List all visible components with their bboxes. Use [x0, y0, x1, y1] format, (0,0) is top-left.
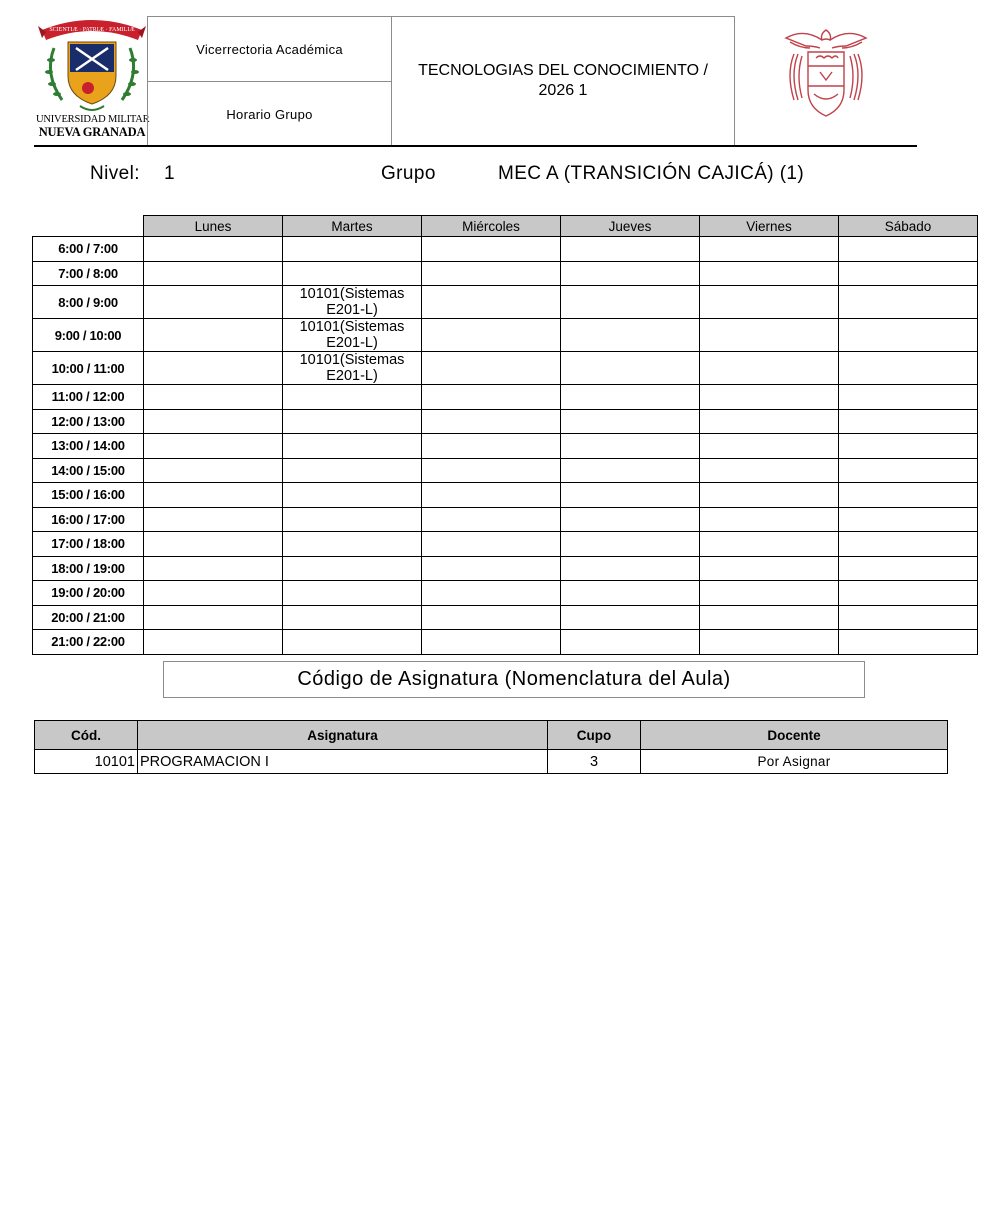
schedule-cell-thursday	[561, 507, 700, 532]
logo-name-line1: UNIVERSIDAD MILITAR	[36, 114, 150, 125]
schedule-cell-wednesday	[422, 261, 561, 286]
subjects-header-teacher: Docente	[641, 721, 948, 750]
day-header-monday: Lunes	[144, 216, 283, 237]
logo-motto: SCIENTIÆ · PATRIÆ · FAMILIÆ	[49, 27, 135, 33]
schedule-cell-thursday	[561, 434, 700, 459]
day-header-tuesday: Martes	[283, 216, 422, 237]
schedule-cell-tuesday	[283, 352, 422, 385]
schedule-cell-friday	[700, 458, 839, 483]
schedule-cell-tuesday	[283, 319, 422, 352]
schedule-cell-friday	[700, 434, 839, 459]
schedule-cell-saturday	[839, 352, 978, 385]
schedule-cell-monday	[144, 532, 283, 557]
schedule-cell-saturday	[839, 483, 978, 508]
schedule-cell-tuesday	[283, 532, 422, 557]
schedule-cell-thursday	[561, 581, 700, 606]
time-slot-label: 11:00 / 12:00	[33, 385, 144, 410]
schedule-cell-saturday	[839, 286, 978, 319]
schedule-cell-wednesday	[422, 483, 561, 508]
class-entry-text: 10101(Sistemas	[299, 319, 405, 335]
schedule-cell-thursday	[561, 483, 700, 508]
schedule-cell-thursday	[561, 261, 700, 286]
schedule-cell-monday	[144, 605, 283, 630]
schedule-cell-thursday	[561, 319, 700, 352]
schedule-cell-tuesday	[283, 556, 422, 581]
document-type: Horario Grupo	[226, 106, 313, 122]
schedule-cell-tuesday	[283, 581, 422, 606]
schedule-cell-friday	[700, 237, 839, 262]
schedule-cell-tuesday	[283, 483, 422, 508]
university-shield-icon	[36, 14, 148, 114]
time-slot-label: 6:00 / 7:00	[33, 237, 144, 262]
schedule-cell-wednesday	[422, 556, 561, 581]
schedule-cell-thursday	[561, 237, 700, 262]
header-left-column	[148, 17, 392, 145]
class-entry-text: E201-L)	[326, 335, 378, 351]
schedule-cell-saturday	[839, 319, 978, 352]
schedule-cell-tuesday	[283, 605, 422, 630]
level-value: 1	[164, 163, 175, 184]
schedule-table	[32, 215, 978, 655]
schedule-cell-saturday	[839, 556, 978, 581]
schedule-row	[33, 434, 978, 459]
schedule-cell-wednesday	[422, 409, 561, 434]
schedule-cell-monday	[144, 409, 283, 434]
schedule-row	[33, 352, 978, 385]
class-entry-text: 10101(Sistemas	[299, 352, 405, 368]
schedule-cell-monday	[144, 319, 283, 352]
class-entry-text: E201-L)	[326, 368, 378, 384]
subject-name: PROGRAMACION I	[138, 750, 548, 774]
day-header-saturday: Sábado	[839, 216, 978, 237]
schedule-cell-thursday	[561, 286, 700, 319]
schedule-corner-cell	[33, 216, 144, 237]
day-header-thursday: Jueves	[561, 216, 700, 237]
schedule-cell-saturday	[839, 458, 978, 483]
schedule-row	[33, 581, 978, 606]
schedule-cell-monday	[144, 286, 283, 319]
schedule-cell-friday	[700, 581, 839, 606]
schedule-cell-friday	[700, 507, 839, 532]
time-slot-label: 15:00 / 16:00	[33, 483, 144, 508]
program-title-line2: 2026 1	[538, 82, 588, 99]
schedule-cell-monday	[144, 434, 283, 459]
schedule-cell-tuesday	[283, 507, 422, 532]
program-title	[392, 17, 734, 145]
subjects-header-row	[35, 721, 948, 750]
schedule-cell-monday	[144, 507, 283, 532]
header-box	[147, 16, 735, 146]
schedule-row	[33, 409, 978, 434]
time-slot-label: 18:00 / 19:00	[33, 556, 144, 581]
schedule-cell-tuesday	[283, 286, 422, 319]
schedule-cell-wednesday	[422, 507, 561, 532]
logo-name-line2: NUEVA GRANADA	[38, 125, 146, 139]
schedule-cell-saturday	[839, 507, 978, 532]
schedule-cell-friday	[700, 385, 839, 410]
time-slot-label: 10:00 / 11:00	[33, 352, 144, 385]
subjects-header-quota: Cupo	[548, 721, 641, 750]
schedule-cell-saturday	[839, 605, 978, 630]
schedule-cell-saturday	[839, 630, 978, 655]
time-slot-label: 7:00 / 8:00	[33, 261, 144, 286]
subject-teacher: Por Asignar	[641, 750, 948, 774]
schedule-row	[33, 483, 978, 508]
schedule-body	[33, 237, 978, 655]
legend-caption: Código de Asignatura (Nomenclatura del Aula)	[163, 661, 865, 698]
time-slot-label: 14:00 / 15:00	[33, 458, 144, 483]
program-title-line1: TECNOLOGIAS DEL CONOCIMIENTO /	[418, 62, 708, 79]
schedule-cell-tuesday	[283, 409, 422, 434]
schedule-row	[33, 385, 978, 410]
schedule-row	[33, 556, 978, 581]
schedule-cell-monday	[144, 483, 283, 508]
schedule-cell-friday	[700, 319, 839, 352]
schedule-cell-wednesday	[422, 434, 561, 459]
schedule-cell-friday	[700, 483, 839, 508]
subjects-table	[34, 720, 948, 774]
schedule-cell-wednesday	[422, 237, 561, 262]
schedule-cell-friday	[700, 556, 839, 581]
schedule-row	[33, 630, 978, 655]
schedule-cell-friday	[700, 532, 839, 557]
schedule-cell-thursday	[561, 409, 700, 434]
schedule-row	[33, 261, 978, 286]
schedule-cell-wednesday	[422, 385, 561, 410]
subjects-header-subject: Asignatura	[138, 721, 548, 750]
time-slot-label: 16:00 / 17:00	[33, 507, 144, 532]
group-label: Grupo	[381, 163, 436, 184]
schedule-cell-tuesday	[283, 237, 422, 262]
schedule-cell-monday	[144, 385, 283, 410]
schedule-cell-thursday	[561, 630, 700, 655]
office-name: Vicerrectoria Académica	[148, 17, 391, 82]
schedule-cell-tuesday	[283, 630, 422, 655]
day-header-wednesday: Miércoles	[422, 216, 561, 237]
schedule-cell-monday	[144, 237, 283, 262]
level-label: Nivel:	[90, 163, 140, 184]
schedule-cell-wednesday	[422, 605, 561, 630]
schedule-cell-friday	[700, 630, 839, 655]
schedule-cell-friday	[700, 605, 839, 630]
schedule-cell-tuesday	[283, 434, 422, 459]
national-seal	[780, 24, 872, 122]
schedule-cell-wednesday	[422, 630, 561, 655]
schedule-cell-monday	[144, 352, 283, 385]
schedule-row	[33, 507, 978, 532]
time-slot-label: 13:00 / 14:00	[33, 434, 144, 459]
schedule-cell-wednesday	[422, 319, 561, 352]
schedule-cell-thursday	[561, 458, 700, 483]
schedule-row	[33, 237, 978, 262]
schedule-cell-monday	[144, 556, 283, 581]
class-entry-text: E201-L)	[326, 302, 378, 318]
schedule-cell-saturday	[839, 261, 978, 286]
schedule-cell-thursday	[561, 532, 700, 557]
schedule-cell-saturday	[839, 532, 978, 557]
schedule-cell-saturday	[839, 409, 978, 434]
header-divider	[34, 145, 917, 147]
table-row	[35, 750, 948, 774]
schedule-cell-monday	[144, 458, 283, 483]
schedule-cell-wednesday	[422, 352, 561, 385]
schedule-row	[33, 319, 978, 352]
subjects-header-code: Cód.	[35, 721, 138, 750]
schedule-row	[33, 605, 978, 630]
schedule-cell-tuesday	[283, 458, 422, 483]
university-logo	[36, 14, 148, 142]
schedule-cell-wednesday	[422, 581, 561, 606]
schedule-row	[33, 532, 978, 557]
schedule-row	[33, 458, 978, 483]
schedule-cell-monday	[144, 581, 283, 606]
schedule-row	[33, 286, 978, 319]
schedule-cell-friday	[700, 261, 839, 286]
time-slot-label: 12:00 / 13:00	[33, 409, 144, 434]
time-slot-label: 9:00 / 10:00	[33, 319, 144, 352]
schedule-cell-friday	[700, 409, 839, 434]
schedule-cell-tuesday	[283, 261, 422, 286]
time-slot-label: 21:00 / 22:00	[33, 630, 144, 655]
schedule-cell-saturday	[839, 434, 978, 459]
schedule-cell-wednesday	[422, 286, 561, 319]
time-slot-label: 8:00 / 9:00	[33, 286, 144, 319]
schedule-cell-thursday	[561, 385, 700, 410]
coat-of-arms-icon	[780, 24, 872, 122]
time-slot-label: 19:00 / 20:00	[33, 581, 144, 606]
schedule-cell-wednesday	[422, 532, 561, 557]
schedule-cell-saturday	[839, 237, 978, 262]
schedule-cell-thursday	[561, 605, 700, 630]
subject-quota: 3	[548, 750, 641, 774]
schedule-cell-tuesday	[283, 385, 422, 410]
schedule-cell-friday	[700, 286, 839, 319]
schedule-cell-saturday	[839, 385, 978, 410]
subject-code: 10101	[35, 750, 138, 774]
group-value: MEC A (TRANSICIÓN CAJICÁ) (1)	[498, 163, 805, 184]
day-header-friday: Viernes	[700, 216, 839, 237]
schedule-cell-friday	[700, 352, 839, 385]
schedule-cell-monday	[144, 630, 283, 655]
time-slot-label: 20:00 / 21:00	[33, 605, 144, 630]
schedule-cell-thursday	[561, 556, 700, 581]
schedule-cell-wednesday	[422, 458, 561, 483]
time-slot-label: 17:00 / 18:00	[33, 532, 144, 557]
schedule-header-row	[33, 216, 978, 237]
schedule-cell-thursday	[561, 352, 700, 385]
schedule-cell-saturday	[839, 581, 978, 606]
class-entry-text: 10101(Sistemas	[299, 286, 405, 302]
schedule-cell-monday	[144, 261, 283, 286]
